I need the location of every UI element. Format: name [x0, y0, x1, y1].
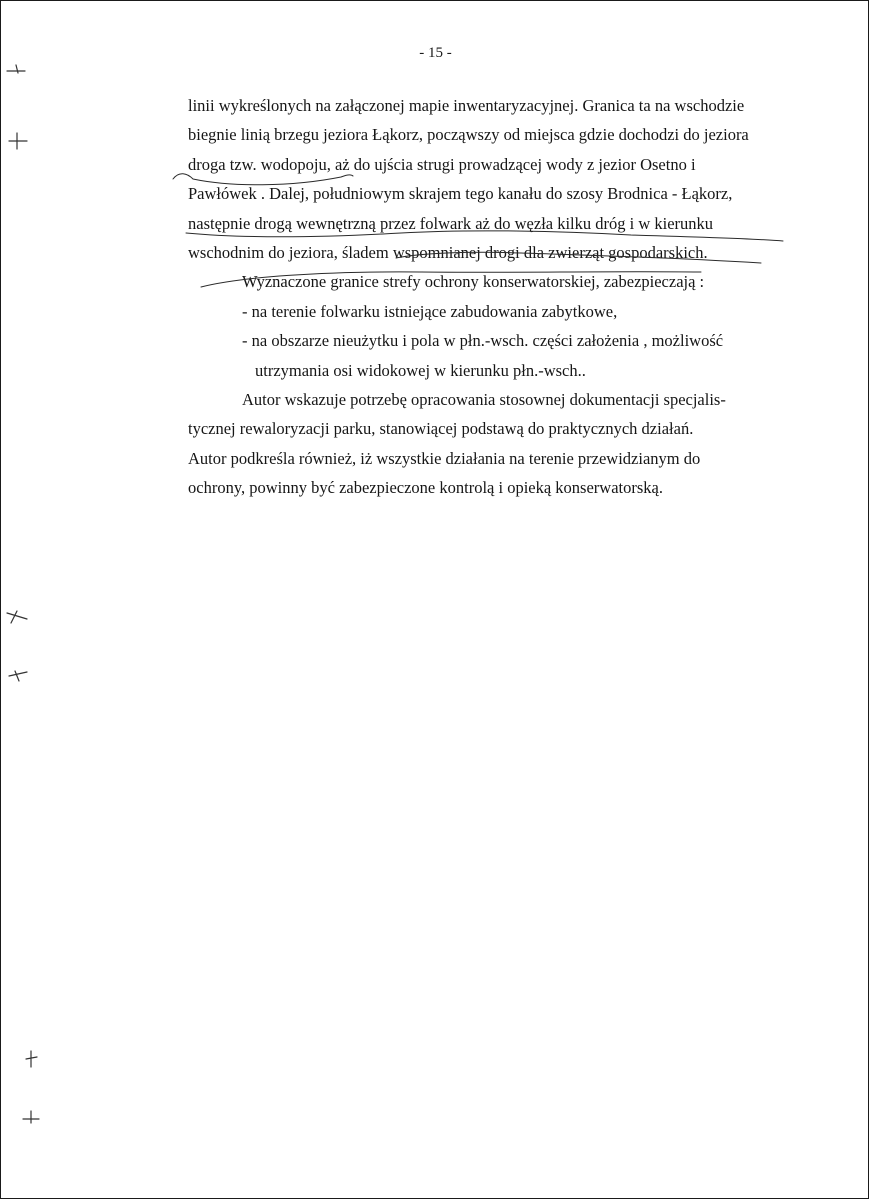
- text-line: tycznej rewaloryzacji parku, stanowiącej podstawą do praktycznych działań.: [188, 419, 694, 439]
- text-line: następnie drogą wewnętrzną przez folwark aż do węzła kilku dróg i w kierunku: [188, 213, 714, 233]
- margin-tick-mark: [7, 611, 27, 623]
- text-line: ochrony, powinny być zabezpieczone kontrolą i opieką konserwatorską.: [188, 478, 663, 498]
- text-line: Autor podkreśla również, iż wszystkie działania na terenie przewidzianym do: [188, 448, 701, 468]
- text-line: linii wykreślonych na załączonej mapie inwentaryzacyjnej. Granica ta na wschodzie: [188, 96, 745, 115]
- text-line: Pawłówek . Dalej, południowym skrajem tego kanału do szosy Brodnica - Łąkorz,: [188, 184, 733, 204]
- margin-tick-mark: [9, 671, 27, 681]
- text-line: droga tzw. wodopoju, aż do ujścia strugi prowadzącej wody z jezior Osetno i: [188, 154, 696, 174]
- list-item: - na obszarze nieużytku i pola w płn.-wsch. części założenia , możliwość: [242, 331, 724, 351]
- text-line: wschodnim do jeziora, śladem wspomnianej drogi dla zwierząt gospodarskich.: [188, 242, 708, 262]
- body-text: [188, 91, 798, 502]
- margin-tick-mark: [7, 65, 25, 73]
- margin-tick-mark: [23, 1111, 39, 1123]
- list-item: - na terenie folwarku istniejące zabudowania zabytkowe,: [242, 301, 618, 321]
- margin-tick-mark: [9, 133, 27, 149]
- paragraph-start-line: Autor wskazuje potrzebę opracowania stosownej dokumentacji specjalis-: [242, 389, 726, 409]
- text-line: biegnie linią brzegu jeziora Łąkorz, począwszy od miejsca gdzie dochodzi do jeziora: [188, 125, 749, 145]
- paragraph-start-line: Wyznaczone granice strefy ochrony konserwatorskiej, zabezpieczają :: [242, 272, 705, 292]
- list-item-continuation: utrzymania osi widokowej w kierunku płn.-wsch..: [255, 360, 586, 380]
- margin-tick-mark: [26, 1051, 37, 1067]
- page-number: - 15 -: [419, 45, 452, 61]
